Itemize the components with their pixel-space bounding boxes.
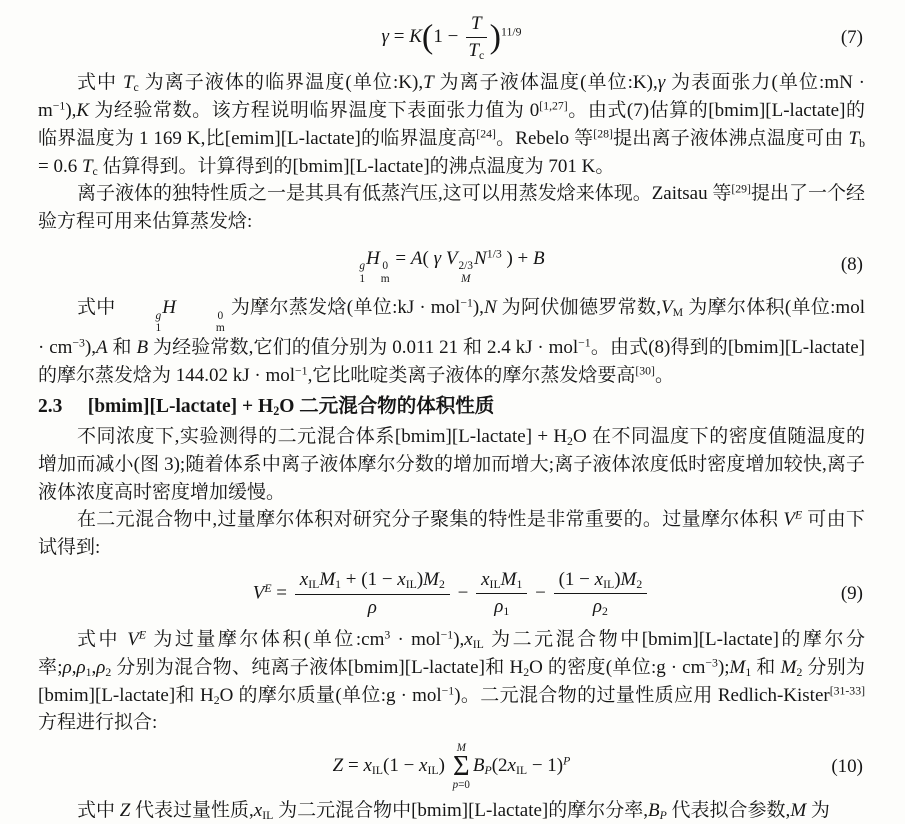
fraction-denominator xyxy=(476,594,527,620)
text-run: K xyxy=(76,100,90,122)
text-run: T xyxy=(468,39,479,61)
text-run: O 在不同温度下的密度值随温度的增加而减小(图 3);随着体系中离子液体摩尔分数的增加而增大;离子液体浓度低时密度增加较快,离子液体浓度高时密度增加缓慢。 xyxy=(38,426,865,503)
fraction-denominator xyxy=(466,38,487,64)
text-run: 为经验常数。该方程说明临界温度下表面张力值为 0 xyxy=(89,100,540,122)
text-run: [28] xyxy=(593,127,613,141)
text-run: 离子液体的独特性质之一是其具有低蒸汽压,这可以用蒸发焓来体现。Zaitsau 等 xyxy=(76,183,732,205)
text-run: x xyxy=(464,629,473,651)
equation-number: (9) xyxy=(840,583,863,605)
text-run: 1/3 xyxy=(486,247,502,261)
para-excess-volume-terms xyxy=(38,626,865,737)
text-run: −3 xyxy=(705,656,718,670)
text-run: 2 xyxy=(602,605,608,619)
text-run: 为经验常数,它们的值分别为 0.011 21 和 2.4 kJ · mol xyxy=(148,337,579,359)
text-run: 可由下试得到: xyxy=(38,509,865,558)
fraction xyxy=(554,568,648,620)
text-run: Z xyxy=(332,755,344,777)
text-run: M xyxy=(319,569,336,591)
text-run: 。由式(7)估算的[bmim][L-lactate]的临界温度为 1 169 K,比[emim][L-lactate]的临界温度高 xyxy=(38,100,865,149)
text-run: 为过量摩尔体积(单位:cm xyxy=(146,629,385,651)
para-redlich-kister-terms xyxy=(38,797,865,824)
equation-number: (10) xyxy=(831,755,863,777)
text-run: 为二元混合物中[bmim][L-lactate]的摩尔分率; xyxy=(38,629,865,678)
fraction xyxy=(466,12,487,63)
script-stack xyxy=(458,260,473,285)
fraction-numerator xyxy=(466,12,487,38)
text-run: V xyxy=(252,582,265,604)
text-run: IL xyxy=(405,578,417,592)
text-run: ) xyxy=(438,755,450,777)
stack-subscript xyxy=(461,273,471,285)
text-run: IL xyxy=(427,764,439,778)
text-run: = xyxy=(390,247,411,269)
stack-subscript xyxy=(177,322,225,334)
text-run: M xyxy=(790,799,807,821)
text-run: O 的摩尔质量(单位:g · mol xyxy=(219,684,442,706)
text-run: [31-33] xyxy=(829,684,865,698)
text-run: B xyxy=(648,799,660,821)
text-run: V xyxy=(783,509,796,531)
text-run: ); xyxy=(717,656,730,678)
text-run: c xyxy=(478,48,485,62)
text-run: ), xyxy=(65,100,77,122)
text-run: N xyxy=(474,247,487,269)
text-run: −1 xyxy=(460,296,473,310)
text-run: (1 − xyxy=(383,755,420,777)
text-run: M xyxy=(456,741,466,754)
text-run: x xyxy=(481,568,490,590)
summation-lower-limit xyxy=(453,780,470,791)
text-run: 1 xyxy=(155,321,162,334)
text-run: T xyxy=(122,72,134,94)
para-excess-volume-intro xyxy=(38,506,865,561)
text-run: B xyxy=(136,337,149,359)
text-run: = xyxy=(389,26,410,48)
text-run: x xyxy=(419,755,428,777)
text-run: 为表面张力(单位:mN · m xyxy=(38,72,865,122)
text-run: 2 xyxy=(213,693,220,707)
text-run: E xyxy=(795,508,803,522)
text-run: [1,27] xyxy=(539,99,568,113)
text-run: 2 xyxy=(439,578,445,592)
text-run: ), xyxy=(453,629,465,651)
fraction xyxy=(295,568,450,619)
text-run: H xyxy=(162,296,176,318)
text-run: V xyxy=(445,247,458,269)
text-run: T xyxy=(423,72,434,94)
para-density-behavior xyxy=(38,423,865,506)
equation-7 xyxy=(38,12,865,63)
equation-body xyxy=(382,12,522,63)
text-run: − xyxy=(452,582,474,604)
text-run: [29] xyxy=(731,182,751,196)
text-run: 分别为混合物、纯离子液体[bmim][L-lactate]和 H xyxy=(111,656,524,678)
stack-subscript xyxy=(381,273,390,285)
text-run: x xyxy=(299,569,309,591)
text-run: B xyxy=(533,247,545,269)
fraction-numerator xyxy=(476,568,527,595)
text-run: γ xyxy=(381,26,390,48)
equation-9 xyxy=(38,568,865,620)
text-run: M xyxy=(460,272,471,285)
text-run: x xyxy=(594,568,604,590)
section-2-3 xyxy=(38,393,865,421)
para-enthalpy xyxy=(38,294,865,390)
text-run: + (1 − xyxy=(341,569,398,591)
text-run: 0 xyxy=(217,309,224,322)
text-run: − xyxy=(530,582,551,604)
text-run: A xyxy=(96,337,108,359)
summation xyxy=(453,743,470,791)
text-run: 1 xyxy=(503,605,510,619)
text-run: )。二元混合物的过量性质应用 Redlich-Kister xyxy=(454,684,830,706)
text-run: 。 xyxy=(654,364,674,386)
text-run: T xyxy=(471,13,482,34)
text-run: P xyxy=(659,808,667,822)
text-run: 1 xyxy=(335,578,342,592)
equation-number: (7) xyxy=(840,26,863,48)
equation-body xyxy=(253,568,650,620)
script-stack xyxy=(381,260,390,285)
text-run: ) xyxy=(416,569,424,591)
text-run: g xyxy=(155,309,162,322)
text-run: ρ xyxy=(367,596,377,618)
text-run: H xyxy=(366,247,380,269)
text-run: γ xyxy=(657,72,666,94)
text-run: −1 xyxy=(295,364,308,378)
text-run: 代表拟合参数, xyxy=(666,799,791,821)
text-run: 为 xyxy=(806,799,830,821)
fraction xyxy=(476,568,527,620)
text-run: 不同浓度下,实验测得的二元混合体系[bmim][L-lactate] + H xyxy=(76,426,568,448)
text-run: P xyxy=(484,764,492,778)
text-run: 2 xyxy=(567,435,573,448)
text-run: = xyxy=(343,755,364,777)
text-run: g xyxy=(359,260,366,273)
text-run: 为摩尔蒸发焓(单位:kJ · mol xyxy=(225,296,461,318)
text-run: 提出了一个经验方程可用来估算蒸发焓: xyxy=(38,183,865,233)
text-run: 估算得到。计算得到的[bmim][L-lactate]的沸点温度为 701 K。 xyxy=(97,155,615,177)
stack-superscript xyxy=(382,260,388,272)
text-run: 方程进行拟合: xyxy=(38,712,158,734)
text-run: ), xyxy=(472,296,484,318)
text-run: c xyxy=(92,164,98,178)
text-run: ρ xyxy=(62,656,72,678)
equation-8 xyxy=(38,242,865,288)
fraction-numerator xyxy=(295,568,450,595)
text-run: b xyxy=(859,136,865,150)
text-run: ,它比吡啶类离子液体的摩尔蒸发焓要高 xyxy=(307,364,636,386)
stack-superscript xyxy=(458,260,473,272)
text-run: ρ xyxy=(76,656,86,678)
text-run: 在二元混合物中,过量摩尔体积对研究分子聚集的特性是非常重要的。过量摩尔体积 xyxy=(76,509,784,531)
text-run: 3 xyxy=(384,628,391,642)
text-run: [24] xyxy=(476,127,496,141)
text-run: ( xyxy=(422,247,434,269)
text-run: γ xyxy=(433,247,442,269)
text-run: B xyxy=(472,755,485,777)
text-run: A xyxy=(410,247,423,269)
text-run: 1 xyxy=(516,577,523,591)
text-run: = 0.6 xyxy=(38,155,82,177)
text-run: x xyxy=(507,755,516,777)
text-run: M xyxy=(500,568,517,590)
text-run: IL xyxy=(489,577,501,591)
summation-upper-limit xyxy=(457,743,466,754)
text-run: E xyxy=(138,628,147,642)
text-run: 1 xyxy=(745,665,752,679)
text-run: IL xyxy=(472,637,484,651)
text-run: (2 xyxy=(491,755,508,777)
text-run: 11/9 xyxy=(501,25,522,39)
text-run: IL xyxy=(371,764,383,778)
text-run: 0 xyxy=(382,260,389,273)
text-run: 为离子液体温度(单位:K), xyxy=(433,72,658,94)
text-run: 式中 xyxy=(76,72,123,94)
text-run: = xyxy=(271,582,292,604)
text-run: E xyxy=(264,581,272,595)
text-run: 1 xyxy=(359,272,366,285)
text-run: 和 xyxy=(107,337,137,359)
text-run: 式中 xyxy=(76,296,116,318)
text-run: 2 xyxy=(523,665,530,679)
text-run: 。由式(8)得到的[bmim][L-lactate]的摩尔蒸发焓为 144.02 kJ · mol xyxy=(38,337,865,386)
sigma-glyph: Σ xyxy=(453,751,470,782)
big-parenthesis: ) xyxy=(489,18,501,56)
text-run: IL xyxy=(308,578,320,592)
text-run: 提出离子液体沸点温度可由 xyxy=(612,127,849,149)
text-run: IL xyxy=(262,808,274,822)
text-run: 为二元混合物中[bmim][L-lactate]的摩尔分率, xyxy=(273,799,648,821)
text-run: m xyxy=(215,321,225,334)
text-run: 2/3 xyxy=(458,260,473,273)
stack-subscript xyxy=(359,273,365,285)
text-run: ρ xyxy=(592,596,603,618)
text-run: 代表过量性质, xyxy=(130,799,254,821)
text-run: P xyxy=(563,754,571,768)
text-run: −3 xyxy=(72,336,85,350)
text-run: IL xyxy=(515,764,528,778)
text-run: IL xyxy=(603,577,615,591)
text-run: m xyxy=(380,272,390,285)
text-run: 分别为[bmim][L-lactate]和 H xyxy=(38,656,865,706)
text-run: , xyxy=(71,656,77,678)
text-run: M xyxy=(729,656,746,678)
text-run: =0 xyxy=(458,778,470,791)
para-vapor-pressure xyxy=(38,180,865,235)
text-run: ), xyxy=(84,337,97,359)
equation-number: (8) xyxy=(840,253,863,275)
text-run: −1 xyxy=(440,628,454,642)
text-run: · mol xyxy=(390,629,441,651)
text-run: −1 xyxy=(441,684,455,698)
text-run: 2 xyxy=(796,665,803,679)
text-run: −1 xyxy=(578,336,591,350)
text-run: M xyxy=(423,569,439,591)
text-run: 为阿伏伽德罗常数, xyxy=(496,296,662,318)
text-run: Z xyxy=(119,799,131,821)
para-critical-temperature xyxy=(38,69,865,180)
text-run: O 的密度(单位:g · cm xyxy=(529,656,706,678)
text-run: ρ xyxy=(96,656,106,678)
text-run: M xyxy=(780,656,797,678)
fraction-denominator xyxy=(295,595,450,620)
text-run: ) xyxy=(614,568,621,590)
stack-superscript xyxy=(179,310,224,322)
text-run: 为离子液体的临界温度(单位:K), xyxy=(138,72,424,94)
text-run: x xyxy=(363,755,372,777)
stack-subscript xyxy=(117,322,162,334)
stack-superscript xyxy=(117,310,162,322)
text-run: 1 xyxy=(85,665,92,679)
text-run: 式中 xyxy=(76,629,128,651)
text-run: O 二元混合物的体积性质 xyxy=(279,395,495,417)
text-run: [30] xyxy=(635,364,655,378)
fraction-numerator xyxy=(554,568,648,595)
text-run: x xyxy=(397,569,406,591)
stack-superscript xyxy=(359,260,365,272)
text-run: c xyxy=(133,81,139,95)
text-run: M xyxy=(620,568,637,590)
text-run: ρ xyxy=(494,596,504,618)
equation-10 xyxy=(38,743,865,791)
equation-body xyxy=(333,743,571,791)
text-run: −1 xyxy=(52,99,66,113)
text-run: 2 xyxy=(636,577,643,591)
text-run: p xyxy=(452,778,459,791)
script-stack xyxy=(117,310,162,335)
script-stack xyxy=(359,260,365,285)
text-run: V xyxy=(661,296,673,318)
text-run: T xyxy=(81,155,93,177)
text-run: 。Rebelo 等 xyxy=(495,127,594,149)
text-run: K xyxy=(409,26,422,48)
text-run: − 1) xyxy=(527,755,564,777)
text-run: , xyxy=(91,656,97,678)
section-number: 2.3 xyxy=(38,395,63,417)
equation-body xyxy=(358,245,544,285)
text-run: 为摩尔体积(单位:mol · cm xyxy=(38,296,865,359)
text-run: 1 − xyxy=(433,26,464,48)
big-parenthesis: ( xyxy=(421,18,434,56)
text-run: (1 − xyxy=(558,568,595,590)
text-run: ) + xyxy=(501,247,534,269)
text-run: V xyxy=(127,629,139,651)
fraction-denominator xyxy=(554,594,648,620)
text-run: 2 xyxy=(105,665,112,679)
text-run: x xyxy=(253,799,263,821)
text-run: 2 xyxy=(273,403,280,418)
text-run: M xyxy=(672,305,684,319)
text-run: [bmim][L-lactate] + H xyxy=(87,395,274,417)
text-run: 式中 xyxy=(76,799,120,821)
text-run: 和 xyxy=(751,656,781,678)
text-run: T xyxy=(848,127,860,149)
text-run: N xyxy=(483,296,497,318)
script-stack xyxy=(177,310,225,335)
